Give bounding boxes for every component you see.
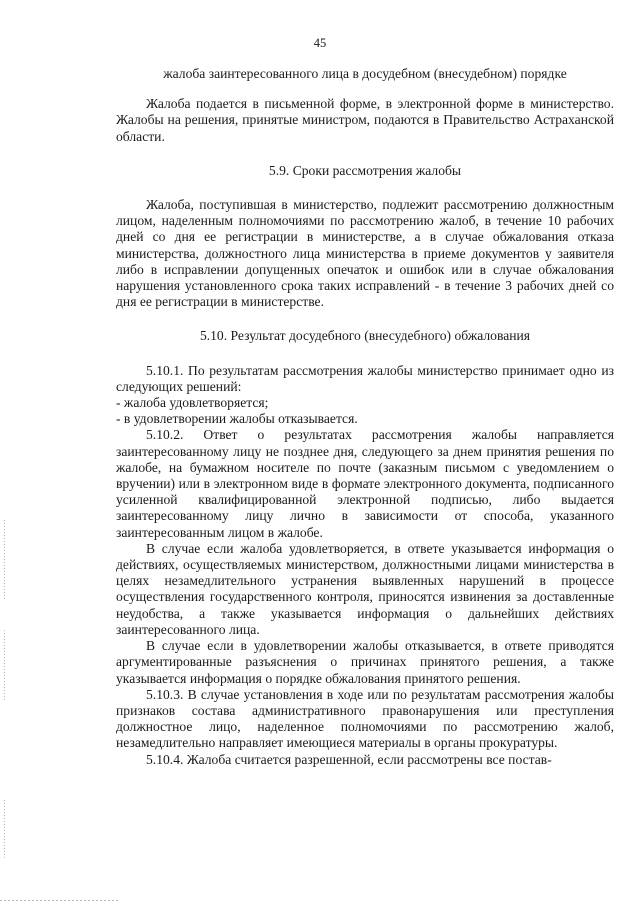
scan-artifact — [0, 900, 120, 901]
intro-line: жалоба заинтересованного лица в досудебном (внесудебном) порядке — [163, 66, 567, 81]
paragraph-5-10-3: 5.10.3. В случае установления в ходе или по результатам рассмотрения жалобы признаков состава административного правонарушения или преступления должностное лицо, наделенное полномочиями по рассмотрению жалоб, незамедлительно направляет имеющиеся материалы в органы прокуратуры. — [116, 686, 614, 751]
page-number: 45 — [313, 36, 327, 50]
section-heading-5-10: 5.10. Результат досудебного (внесудебного) обжалования — [199, 328, 531, 344]
paragraph-review-period: Жалоба, поступившая в министерство, подлежит рассмотрению должностным лицом, наделенным полномочиями по рассмотрению жалоб, в течение 10 рабочих дней со дня ее регистрации в министерстве, а в случае обжалования отказа министерства, должностного лица министерства в приеме документов у заявителя либо в исправлении допущенных опечаток и ошибок или в случае обжалования нарушения установленного срока таких исправлений - в течение 3 рабочих дней со дня ее регистрации в министерстве. — [116, 197, 614, 310]
paragraph-5-10-4: 5.10.4. Жалоба считается разрешенной, если рассмотрены все постав- — [146, 751, 552, 767]
section-heading-5-9: 5.9. Сроки рассмотрения жалобы — [268, 162, 462, 178]
list-item-satisfied: - жалоба удовлетворяется; — [116, 395, 269, 411]
document-body — [116, 66, 614, 768]
paragraph-5-10-1: 5.10.1. По результатам рассмотрения жалобы министерство принимает одно из следующих решений: — [116, 362, 614, 394]
paragraph-refused-response: В случае если в удовлетворении жалобы отказывается, в ответе приводятся аргументированные разъяснения о причинах принятого решения, а также указывается информация о порядке обжалования принятого решения. — [116, 638, 614, 686]
scan-artifact — [4, 800, 5, 860]
scan-artifact — [4, 520, 5, 600]
list-item-refused: - в удовлетворении жалобы отказывается. — [116, 411, 358, 427]
paragraph-submission: Жалоба подается в письменной форме, в электронной форме в министерство. Жалобы на решения, принятые министром, подаются в Правительство Астраханской области. — [116, 96, 614, 144]
scan-artifact — [4, 630, 5, 700]
paragraph-satisfied-response: В случае если жалоба удовлетворяется, в ответе указывается информация о действиях, осуществляемых министерством, должностными лицами министерства в целях незамедлительного устранения выявленных нарушений в процессе осуществления государственного контроля, приносятся извинения за доставленные неудобства, а также указывается информация о дальнейших действиях заинтересованного лица. — [116, 540, 614, 637]
paragraph-5-10-2: 5.10.2. Ответ о результатах рассмотрения жалобы направляется заинтересованному лицу не позднее дня, следующего за днем принятия решения по жалобе, на бумажном носителе по почте (заказным письмом с уведомлением о вручении) или в электронном виде в формате электронного документа, подписанного усиленной квалифицированной электронной подписью, либо выдается заинтересованному лицу лично в зависимости от способа, указанного заинтересованным лицом в жалобе. — [116, 427, 614, 540]
